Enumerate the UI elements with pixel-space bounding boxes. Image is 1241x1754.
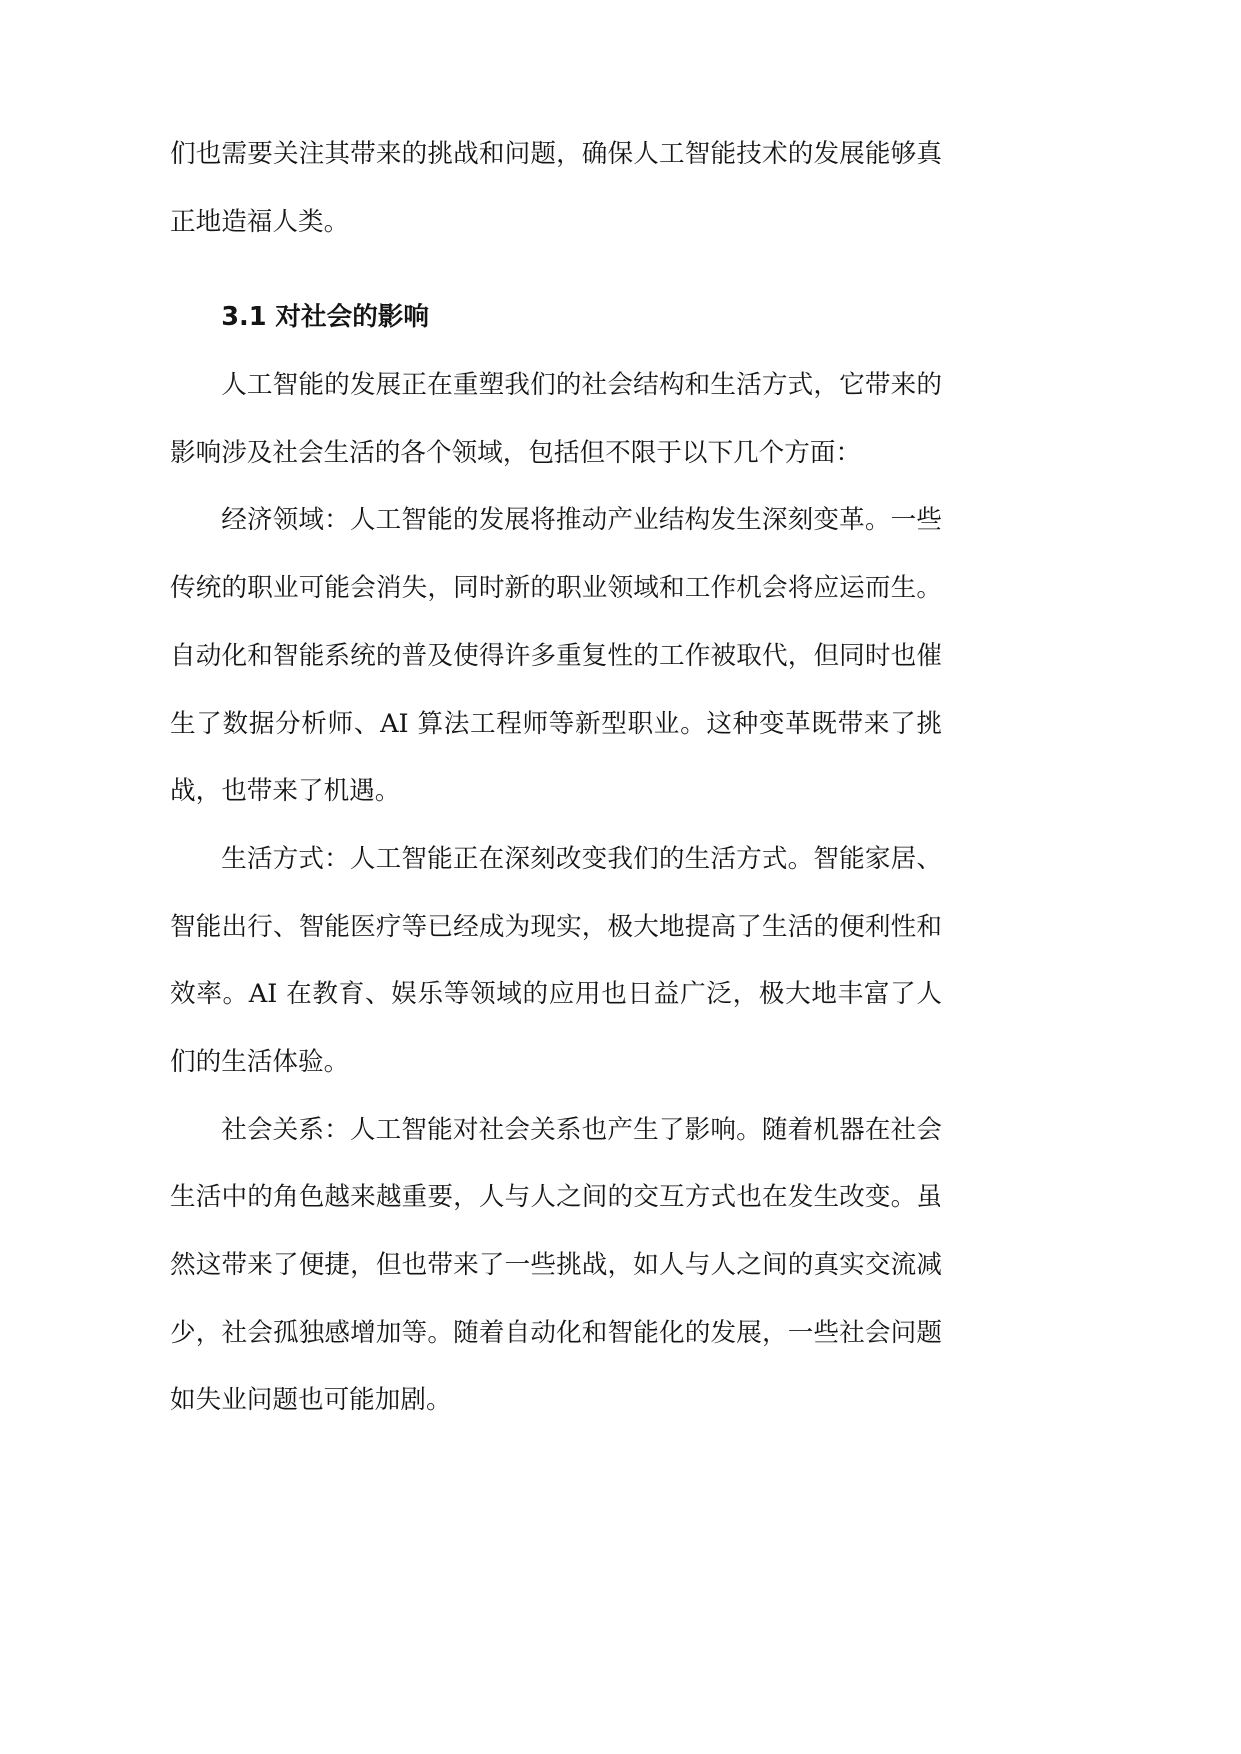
text-line: 战，也带来了机遇。 xyxy=(170,776,401,807)
text-line: 生活方式：人工智能正在深刻改变我们的生活方式。智能家居、 xyxy=(221,843,942,874)
text-line: 自动化和智能系统的普及使得许多重复性的工作被取代，但同时也催 xyxy=(170,640,942,671)
paragraph-social-relations xyxy=(170,1097,1241,1435)
text-line: 正地造福人类。 xyxy=(170,206,350,237)
text-line: 经济领域：人工智能的发展将推动产业结构发生深刻变革。一些 xyxy=(221,505,942,536)
text-line: 智能出行、智能医疗等已经成为现实，极大地提高了生活的便利性和 xyxy=(170,911,942,942)
text-line: 效率。AI 在教育、娱乐等领域的应用也日益广泛，极大地丰富了人 xyxy=(170,979,942,1010)
text-line: 影响涉及社会生活的各个领域，包括但不限于以下几个方面： xyxy=(170,437,862,468)
section-heading: 3.1 对社会的影响 xyxy=(221,302,429,333)
paragraph-continuation xyxy=(170,121,1241,256)
text-line: 们的生活体验。 xyxy=(170,1046,350,1077)
text-line: 然这带来了便捷，但也带来了一些挑战，如人与人之间的真实交流减 xyxy=(170,1250,942,1280)
text-line: 人工智能的发展正在重塑我们的社会结构和生活方式，它带来的 xyxy=(221,370,942,401)
text-line: 生活中的角色越来越重要，人与人之间的交互方式也在发生改变。虽 xyxy=(170,1182,942,1213)
text-line: 生了数据分析师、AI 算法工程师等新型职业。这种变革既带来了挑 xyxy=(170,708,942,739)
paragraph-economy xyxy=(170,487,1241,825)
text-line: 社会关系：人工智能对社会关系也产生了影响。随着机器在社会 xyxy=(221,1114,942,1145)
text-line: 少，社会孤独感增加等。随着自动化和智能化的发展，一些社会问题 xyxy=(170,1317,942,1348)
text-line: 传统的职业可能会消失，同时新的职业领域和工作机会将应运而生。 xyxy=(170,573,942,604)
paragraph-lifestyle xyxy=(170,826,1241,1097)
text-line: 们也需要关注其带来的挑战和问题，确保人工智能技术的发展能够真 xyxy=(170,139,942,169)
text-line: 如失业问题也可能加剧。 xyxy=(170,1385,452,1416)
paragraph-intro xyxy=(170,352,1241,487)
